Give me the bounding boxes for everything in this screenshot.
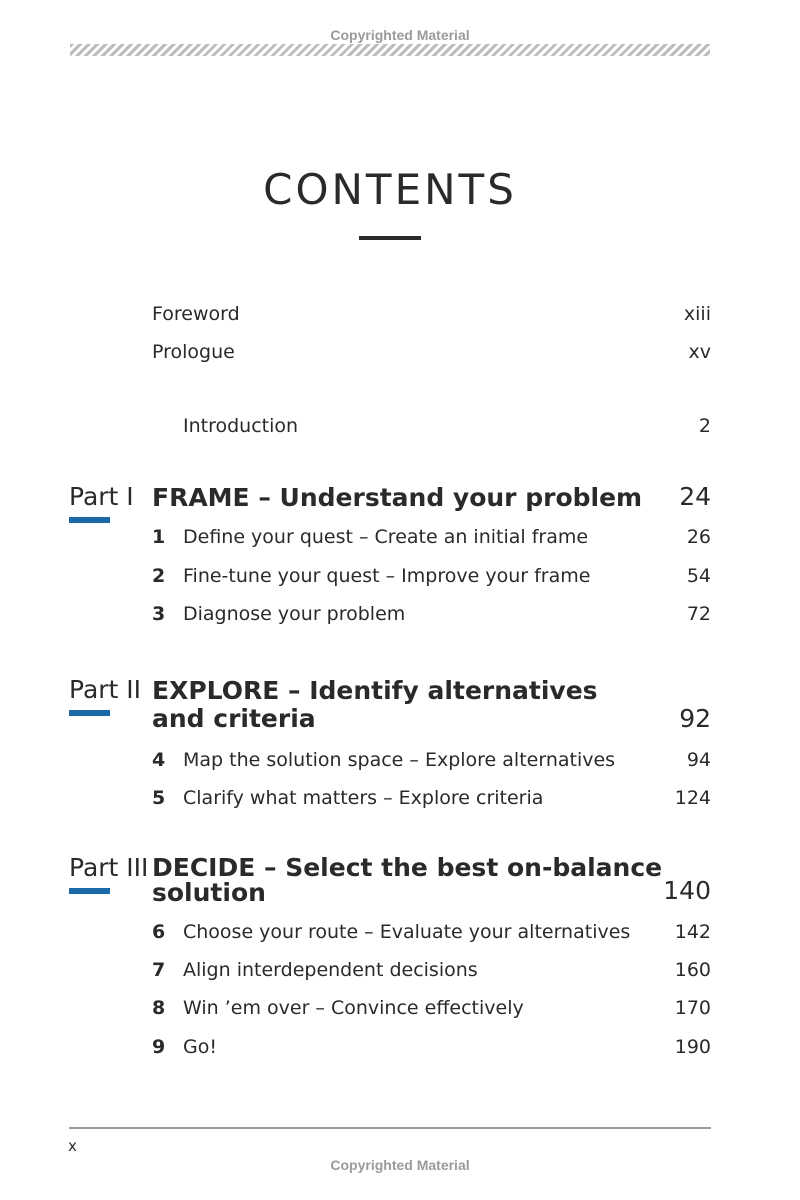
chapter-title[interactable]: Fine-tune your quest – Improve your frame — [183, 565, 591, 587]
part-page: 92 — [679, 704, 711, 733]
chapter-page: 54 — [686, 565, 711, 587]
chapter-page: 160 — [674, 959, 711, 981]
chapter-page: 72 — [686, 603, 711, 625]
toc-page-prologue: xv — [688, 341, 711, 363]
chapter-number: 5 — [152, 787, 166, 809]
part-title-line: DECIDE – Select the best on-balance — [152, 853, 663, 882]
chapter-page: 142 — [674, 921, 711, 943]
chapter-title[interactable]: Diagnose your problem — [183, 603, 406, 625]
chapter-title[interactable]: Align interdependent decisions — [183, 959, 478, 981]
part-title[interactable] — [152, 855, 662, 905]
toc-page-introduction: 2 — [698, 415, 711, 437]
part-label: Part II — [69, 675, 142, 704]
toc-entry-prologue[interactable]: Prologue — [152, 341, 235, 363]
part-title-line: solution — [152, 878, 266, 907]
chapter-number: 1 — [152, 526, 166, 548]
footer-rule — [69, 1127, 711, 1129]
hatched-band — [70, 44, 710, 56]
page-number: x — [68, 1137, 77, 1155]
chapter-page: 26 — [686, 526, 711, 548]
part-title[interactable]: FRAME – Understand your problem — [152, 483, 643, 512]
part-label: Part III — [69, 853, 149, 882]
part-title-line: and criteria — [152, 704, 316, 733]
chapter-page: 190 — [674, 1036, 711, 1058]
title-underline — [359, 236, 421, 240]
part-title-line: EXPLORE – Identify alternatives — [152, 676, 598, 705]
chapter-number: 4 — [152, 749, 166, 771]
chapter-title[interactable]: Clarify what matters – Explore criteria — [183, 787, 544, 809]
copyright-watermark-top: Copyrighted Material — [330, 27, 470, 43]
chapter-number: 7 — [152, 959, 166, 981]
chapter-number: 8 — [152, 997, 166, 1019]
chapter-title[interactable]: Go! — [183, 1036, 217, 1058]
toc-entry-introduction[interactable]: Introduction — [183, 415, 299, 437]
chapter-number: 9 — [152, 1036, 166, 1058]
toc-page-foreword: xiii — [683, 303, 711, 325]
chapter-page: 170 — [674, 997, 711, 1019]
chapter-page: 94 — [686, 749, 711, 771]
chapter-number: 6 — [152, 921, 166, 943]
part-label: Part I — [69, 482, 134, 511]
part-title[interactable] — [152, 677, 598, 733]
part-accent-bar — [69, 517, 110, 523]
chapter-page: 124 — [674, 787, 711, 809]
part-page: 24 — [679, 482, 711, 511]
chapter-number: 2 — [152, 565, 166, 587]
chapter-title[interactable]: Win ’em over – Convince effectively — [183, 997, 524, 1019]
page-title: CONTENTS — [263, 165, 517, 214]
part-accent-bar — [69, 710, 110, 716]
chapter-title[interactable]: Map the solution space – Explore alternatives — [183, 749, 616, 771]
part-page: 140 — [663, 876, 711, 905]
copyright-watermark-bottom: Copyrighted Material — [330, 1157, 470, 1173]
toc-entry-foreword[interactable]: Foreword — [152, 303, 240, 325]
chapter-title[interactable]: Choose your route – Evaluate your alternatives — [183, 921, 631, 943]
chapter-number: 3 — [152, 603, 166, 625]
chapter-title[interactable]: Define your quest – Create an initial frame — [183, 526, 589, 548]
part-accent-bar — [69, 888, 110, 894]
